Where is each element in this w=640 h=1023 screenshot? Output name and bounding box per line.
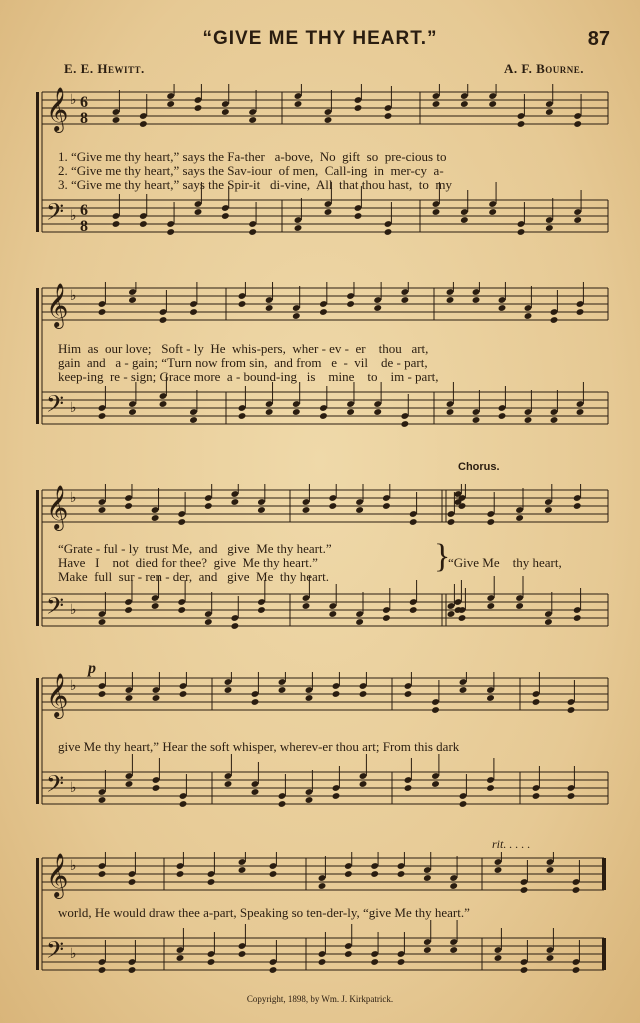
lyricist-credit: E. E. Hewitt. (64, 61, 145, 76)
svg-text:♭: ♭ (70, 288, 77, 304)
svg-text:♭: ♭ (70, 92, 77, 108)
lyric-line-1-verse-1: 1. “Give me thy heart,” says the Fa-ther a-bove, No gift so pre-cious to (58, 149, 447, 164)
svg-text:♭: ♭ (70, 678, 77, 694)
svg-text:♭: ♭ (70, 602, 77, 618)
lyric-line-3-verse-3: Make full sur - ren - der, and give Me thy heart. (58, 569, 329, 584)
svg-text:𝄞: 𝄞 (46, 485, 69, 529)
hymn-title: “GIVE ME THY HEART.” (202, 28, 438, 49)
dynamic-piano-mark: p (88, 660, 96, 677)
svg-text:𝄞: 𝄞 (46, 283, 69, 327)
svg-text:♭: ♭ (70, 208, 77, 224)
page-number: 87 (587, 28, 610, 50)
lyric-line-3-verse-1: “Grate - ful - ly trust Me, and give Me thy heart.” (58, 541, 332, 556)
lyric-line-2-verse-2: gain and a - gain; “Turn now from sin, and from e - vil de - part, (58, 355, 428, 370)
svg-text:♭: ♭ (70, 400, 77, 416)
lyric-line-1-verse-3: 3. “Give me thy heart,” says the Spir-it di-vine, All that thou hast, to my (58, 177, 453, 192)
svg-text:𝄢: 𝄢 (46, 936, 65, 969)
svg-text:𝄞: 𝄞 (46, 673, 69, 717)
lyric-line-3-verse-2: Have I not died for thee? give Me thy heart.” (58, 555, 318, 570)
lyric-line-2-verse-1: Him as our love; Soft - ly He whis-pers, wher - ev - er thou art, (58, 341, 429, 356)
svg-text:𝄢: 𝄢 (46, 198, 65, 231)
chorus-lyric: “Give Me thy heart, (448, 555, 562, 570)
chorus-label: Chorus. (458, 461, 500, 473)
svg-text:𝄢: 𝄢 (46, 770, 65, 803)
svg-text:𝄢: 𝄢 (46, 390, 65, 423)
lyric-line-2-verse-3: keep-ing re - sign; Grace more a - bound-ing is mine to im - part, (58, 369, 439, 384)
svg-text:♭: ♭ (70, 946, 77, 962)
svg-text:8: 8 (80, 110, 88, 127)
lyric-line-5: world, He would draw thee a-part, Speaking so ten-der-ly, “give Me thy heart.” (58, 905, 470, 920)
composer-credit: A. F. Bourne. (503, 61, 584, 76)
ritardando-mark: rit. . . . . (492, 837, 531, 851)
svg-text:♭: ♭ (70, 858, 77, 874)
svg-text:𝄢: 𝄢 (46, 592, 65, 625)
svg-text:♭: ♭ (70, 780, 77, 796)
svg-text:6: 6 (80, 94, 88, 111)
svg-text:♭: ♭ (70, 490, 77, 506)
lyric-line-1-verse-2: 2. “Give me thy heart,” says the Sav-iour of men, Call-ing in mer-cy a- (58, 163, 444, 178)
verse-brace: } (434, 538, 451, 575)
lyric-line-4: give Me thy heart,” Hear the soft whisper, wherev-er thou art; From this dark (58, 739, 460, 754)
svg-text:𝄞: 𝄞 (46, 87, 69, 131)
svg-text:𝄞: 𝄞 (46, 853, 69, 897)
svg-text:8: 8 (80, 218, 88, 235)
svg-text:6: 6 (80, 202, 88, 219)
copyright-notice: Copyright, 1898, by Wm. J. Kirkpatrick. (246, 994, 394, 1004)
